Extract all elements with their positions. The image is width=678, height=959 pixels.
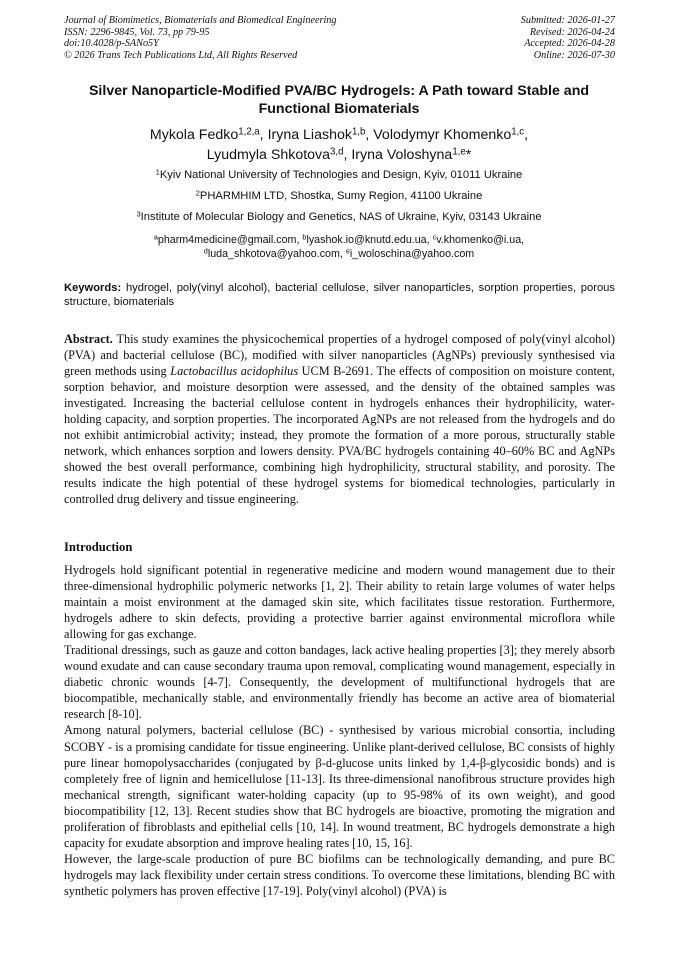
date-revised: Revised: 2026-04-24	[529, 26, 615, 38]
email: $^c$v.khomenko@i.ua,	[432, 232, 525, 246]
author: Iryna Voloshyna$^{1,e}$*	[351, 146, 472, 163]
copyright: © 2026 Trans Tech Publications Ltd, All Rights Reserved	[64, 49, 298, 61]
keywords-text: hydrogel, poly(vinyl alcohol), bacterial cellulose, silver nanoparticles, sorption properties, porous structure, biomaterials	[64, 282, 615, 308]
email: $^e$i_woloschina@yahoo.com	[345, 246, 475, 260]
date-submitted: Submitted: 2026-01-27	[520, 15, 615, 26]
email: $^a$pharm4medicine@gmail.com,	[153, 232, 303, 246]
author: Iryna Liashok$^{1,b}$,	[267, 126, 374, 143]
abstract: Abstract. This study examines the physicochemical properties of a hydrogel composed of poly(vinyl alcohol) (PVA) and bacterial cellulose (BC), modified with silver nanoparticles (AgNPs) previously synthesised via green methods using Lactobacillus acidophilus UCM B-2691. The effects of composition on moisture content, sorption behavior, and moisture desorption were assessed, and the density of the obtained samples was investigated. Increasing the bacterial cellulose content in hydrogels enhances their hydrophilicity, water-holding capacity, and sorption properties. The incorporated AgNPs are not released from the hydrogels and do not exhibit antimicrobial activity; instead, they promote the formation of a more porous, structurally stable network, which enhances sorption and lowers density. PVA/BC hydrogels containing 40–60% BC and AgNPs showed the best overall performance, combining high hydrophilicity, structural stability, and porosity. The results indicate the high potential of these hydrogel systems for biomedical technologies, particularly in controlled drug delivery and tissue engineering.	[64, 332, 615, 507]
issn: ISSN: 2296-9845, Vol. 73, pp 79-95	[64, 26, 210, 38]
journal-info	[64, 15, 336, 61]
author: Mykola Fedko$^{1,2,a}$,	[149, 126, 268, 143]
journal-name: Journal of Biomimetics, Biomaterials and Biomedical Engineering	[64, 15, 337, 26]
abstract-label: Abstract.	[64, 332, 113, 346]
paper-title: Silver Nanoparticle-Modified PVA/BC Hydrogels: A Path toward Stable and Functional Biomaterials	[88, 83, 590, 117]
author: Volodymyr Khomenko$^{1,c}$,	[373, 126, 529, 143]
doi: doi:10.4028/p-SANo5Y	[64, 38, 159, 50]
publication-dates	[521, 15, 615, 61]
running-header	[64, 15, 615, 61]
affiliation: $^3$Institute of Molecular Biology and Genetics, NAS of Ukraine, Kyiv, 03143 Ukraine	[136, 209, 542, 223]
paragraph: However, the large-scale production of pure BC biofilms can be technologically demanding, and pure BC hydrogels may lack flexibility under certain stress conditions. To overcome these limitations, blending BC with synthetic polymers has proven effective [17-19]. Poly(vinyl alcohol) (PVA) is	[64, 851, 615, 898]
author-list	[64, 125, 614, 165]
author-emails	[64, 233, 614, 261]
introduction-body	[64, 562, 615, 899]
author: Lyudmyla Shkotova$^{3,d}$,	[206, 146, 352, 163]
keywords	[64, 281, 615, 309]
email: $^b$lyashok.io@knutd.edu.ua,	[302, 232, 433, 246]
email: $^d$luda_shkotova@yahoo.com,	[203, 246, 346, 260]
section-heading: Introduction	[64, 540, 133, 554]
paragraph: Traditional dressings, such as gauze and cotton bandages, lack active healing properties [3]; they merely absorb wound exudate and can cause secondary trauma upon removal, complicating wound management, especially in diabetic chronic wounds [4-7]. Consequently, the development of multifunctional hydrogels that are biocompatible, mechanically stable, and environmentally friendly has become an active area of biomaterial research [8-10].	[64, 643, 615, 722]
paragraph: Hydrogels hold significant potential in regenerative medicine and modern wound management due to their three-dimensional hydrophilic polymeric networks [1, 2]. Their ability to retain large volumes of water helps maintain a moist environment at the damaged skin site, which facilitates tissue restoration. Furthermore, hydrogels adhere to skin defects, providing a protective barrier against environmental microflora while allowing for gas exchange.	[64, 563, 615, 642]
paragraph: Among natural polymers, bacterial cellulose (BC) - synthesised by various microbial consortia, including SCOBY - is a promising candidate for tissue engineering. Unlike plant-derived cellulose, BC consists of highly pure linear homopolysaccharides (conjugated by β-d-glucose units linked by 1,4-β-glycosidic bonds) and is completely free of lignin and hemicellulose [11-13]. Its three-dimensional nanofibrous structure provides high mechanical strength, significant water-holding capacity (up to 95-98% of its own weight), and good biocompatibility [12, 13]. Recent studies show that BC hydrogels are bioactive, promoting the migration and proliferation of fibroblasts and epithelial cells [10, 14]. In wound treatment, BC hydrogels demonstrate a high capacity for exudate absorption and improve healing rates [10, 15, 16].	[64, 723, 615, 850]
species-name: Lactobacillus acidophilus	[170, 364, 299, 379]
date-accepted: Accepted: 2026-04-28	[524, 38, 615, 50]
affiliation: $^1$Kyiv National University of Technologies and Design, Kyiv, 01011 Ukraine	[155, 167, 523, 181]
keywords-label: Keywords:	[64, 282, 122, 294]
date-online: Online: 2026-07-30	[533, 49, 615, 61]
affiliation: $^2$PHARMHIM LTD, Shostka, Sumy Region, 41100 Ukraine	[195, 188, 483, 202]
